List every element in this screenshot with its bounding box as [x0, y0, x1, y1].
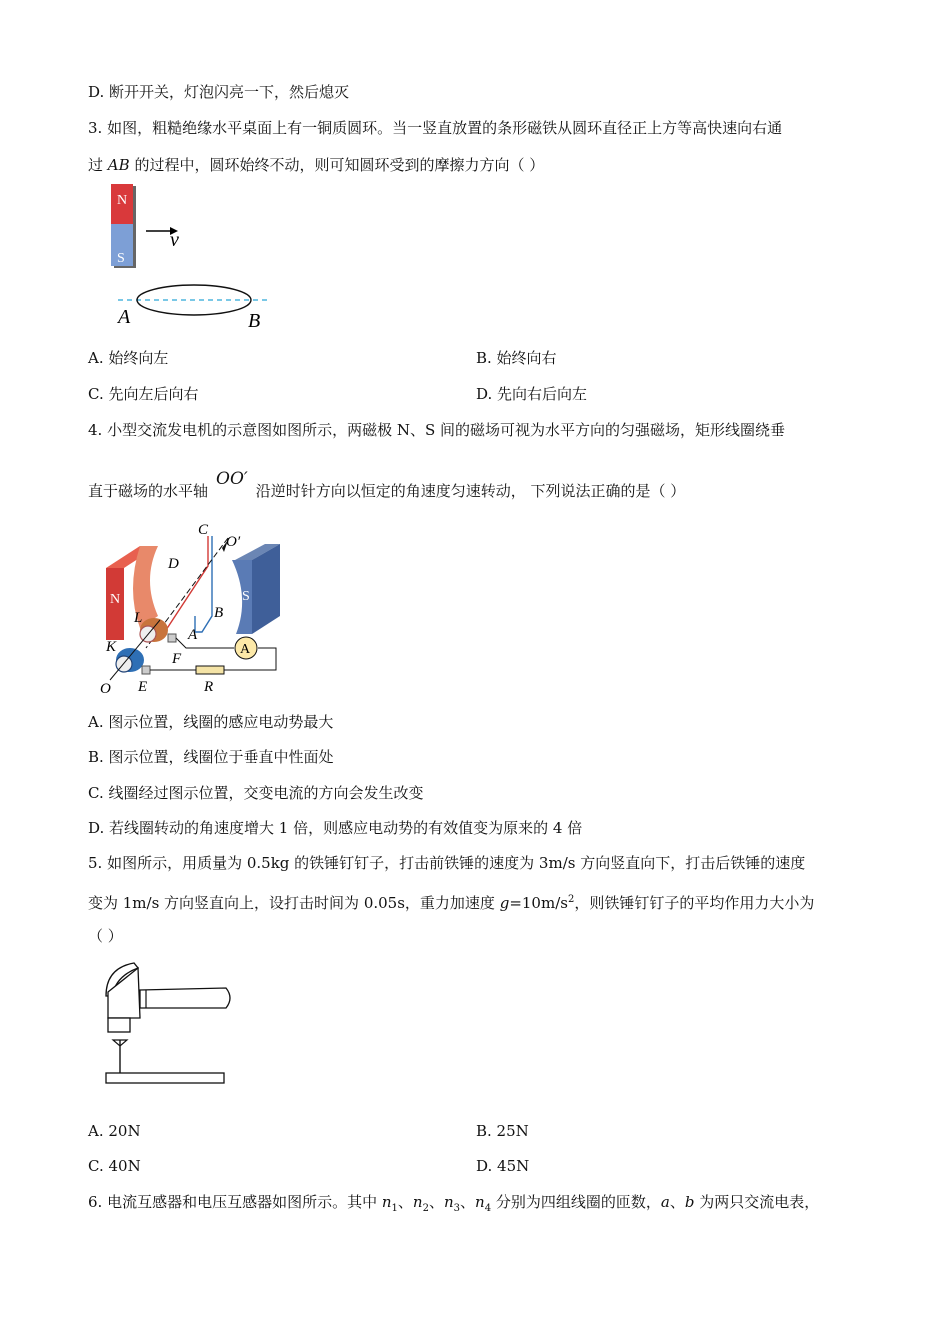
q6-sub: 3 [453, 1203, 461, 1214]
q3-option-b: B. 始终向右 [476, 349, 557, 367]
q6-sub: 4 [484, 1203, 492, 1214]
q6-sub: 2 [422, 1203, 429, 1214]
q3-stem-line2 [88, 155, 544, 175]
q6-n3: n [443, 1193, 454, 1211]
q5-sup: 2 [567, 894, 575, 905]
q6-sep: 、 [428, 1193, 444, 1211]
q3-stem-line1: 3. 如图，粗糙绝缘水平桌面上有一铜质圆环。当一竖直放置的条形磁铁从圆环直径正上方等高快速向右通 [88, 119, 783, 137]
q6-text: 分别为四组线圈的匝数， [491, 1193, 661, 1211]
q4-figure [100, 520, 290, 698]
coil-red-side [166, 536, 208, 630]
q4-option-d: D. 若线圈转动的角速度增大 1 倍，则感应电动势的有效值变为原来的 4 倍 [88, 819, 583, 837]
q3-figure [108, 182, 278, 332]
velocity-label: v [170, 229, 179, 251]
q5-text: =10m/s [509, 894, 568, 912]
ammeter-label: A [240, 642, 251, 657]
point-a-label: A [118, 306, 131, 328]
q6-text: 为两只交流电表， [694, 1193, 820, 1211]
brush-a [168, 634, 176, 642]
q4-text: 直于磁场的水平轴 [88, 482, 209, 500]
q5-stem-line2 [88, 890, 814, 913]
label-d: D [168, 556, 179, 572]
wire-top [176, 638, 234, 648]
point-b-label: B [248, 310, 261, 332]
label-f: F [172, 651, 182, 667]
q4-var-axis: OO′ [216, 469, 248, 489]
q6-text: 6. 电流互感器和电压互感器如图所示。其中 [88, 1193, 382, 1211]
label-k: K [106, 639, 117, 655]
label-c: C [198, 522, 209, 538]
board [106, 1073, 224, 1083]
q3-option-a: A. 始终向左 [88, 349, 169, 367]
q5-stem-line1: 5. 如图所示，用质量为 0.5kg 的铁锤钉钉子，打击前铁锤的速度为 3m/s 方向竖直向下，打击后铁锤的速度 [88, 854, 806, 872]
label-o-prime: O′ [226, 534, 241, 550]
q4-text: 沿逆时针方向以恒定的角速度匀速转动， 下列说法正确的是（ ） [255, 482, 686, 500]
q4-stem-line2 [88, 469, 686, 501]
q4-option-a: A. 图示位置，线圈的感应电动势最大 [88, 713, 334, 731]
q6-n2: n [412, 1193, 423, 1211]
q3-option-c: C. 先向左后向右 [88, 385, 199, 403]
q5-text: ，则铁锤钉钉子的平均作用力大小为 [574, 894, 815, 912]
label-o: O [100, 681, 111, 697]
coil-blue-side [195, 536, 212, 632]
q2-option-d: D. 断开开关，灯泡闪亮一下，然后熄灭 [88, 83, 350, 101]
q6-b: b [684, 1193, 695, 1211]
q4-option-b: B. 图示位置，线圈位于垂直中性面处 [88, 748, 334, 766]
q5-option-b: B. 25N [476, 1122, 529, 1140]
q6-sep: 、 [460, 1193, 476, 1211]
q5-hammer-figure [100, 960, 240, 1088]
q6-stem-line1 [88, 1192, 819, 1219]
magnet-n-label: N [110, 592, 121, 607]
q5-var-g: g [499, 894, 510, 912]
q4-stem-line1: 4. 小型交流发电机的示意图如图所示，两磁极 N、S 间的磁场可视为水平方向的匀强磁场，矩形线圈绕垂 [88, 421, 786, 439]
magnet-s-label: S [242, 589, 250, 604]
label-a: A [188, 627, 198, 643]
q3-text: 过 [88, 156, 104, 174]
q6-sep: 、 [669, 1193, 685, 1211]
q6-n1: n [381, 1193, 392, 1211]
q6-a: a [660, 1193, 670, 1211]
q5-option-c: C. 40N [88, 1157, 141, 1175]
q5-stem-line3: （ ） [88, 927, 123, 945]
hammer-handle [140, 988, 230, 1008]
q6-sub: 1 [391, 1203, 398, 1214]
label-l: L [134, 610, 143, 626]
q5-option-a: A. 20N [88, 1122, 141, 1140]
label-r: R [204, 679, 214, 695]
q3-option-d: D. 先向右后向左 [476, 385, 588, 403]
q4-option-c: C. 线圈经过图示位置，交变电流的方向会发生改变 [88, 784, 424, 802]
q5-option-d: D. 45N [476, 1157, 530, 1175]
q3-text: 的过程中，圆环始终不动，则可知圆环受到的摩擦力方向（ ） [134, 156, 545, 174]
q3-var-ab: AB [107, 156, 130, 174]
q5-text: 变为 1m/s 方向竖直向上，设打击时间为 0.05s，重力加速度 [88, 894, 500, 912]
label-e: E [138, 679, 148, 695]
brush-e [142, 666, 150, 674]
magnet-n-label: N [117, 193, 128, 208]
resistor [196, 666, 224, 674]
magnet-s-label: S [117, 251, 125, 266]
q6-sep: 、 [397, 1193, 413, 1211]
label-b: B [214, 605, 224, 621]
q6-n4: n [475, 1193, 485, 1211]
hammer-face [108, 1018, 130, 1032]
